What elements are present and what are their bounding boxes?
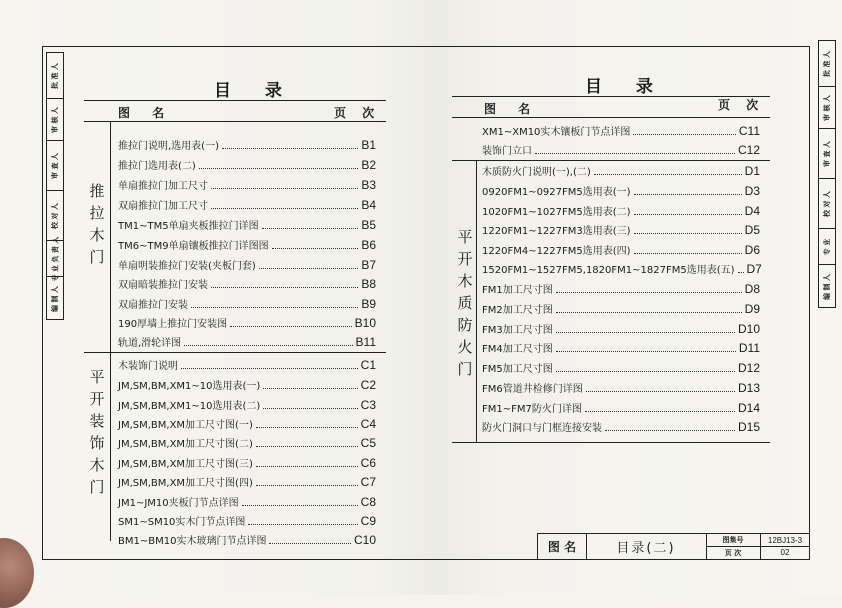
left-title-rule (84, 100, 386, 101)
toc-row-D3[interactable]: 0920FM1~0927FM5选用表(一) D3 (482, 184, 760, 198)
left-col-name-header: 图 名 (118, 106, 174, 120)
right-group-divider (476, 160, 477, 442)
toc-row-D10[interactable]: FM3加工尺寸图 D10 (482, 322, 760, 336)
title-block-label-atlas: 图集号 (722, 536, 744, 544)
title-block-label-name: 图 名 (547, 540, 577, 554)
toc-row-B8[interactable]: 双扇暗装推拉门安装 B8 (118, 277, 376, 291)
toc-row-C10[interactable]: BM1~BM10实木玻璃门节点详图 C10 (118, 533, 376, 547)
toc-row-D6[interactable]: 1220FM4~1227FM5选用表(四) D6 (482, 243, 760, 257)
title-block-title: 目录(二) (616, 541, 676, 556)
title-block-atlas-number: 12BJ13-3 (767, 535, 803, 545)
right-group-separator (452, 160, 770, 161)
toc-row-B5[interactable]: TM1~TM5单扇夹板推拉门详图 B5 (118, 218, 376, 232)
toc-row-C4[interactable]: JM,SM,BM,XM加工尺寸图(一) C4 (118, 417, 376, 431)
toc-row-C9[interactable]: SM1~SM10实木门节点详图 C9 (118, 514, 376, 528)
toc-row-C3[interactable]: JM,SM,BM,XM1~10选用表(二) C3 (118, 398, 376, 412)
left-group-separator (84, 352, 386, 353)
right-header-rule (452, 117, 770, 118)
title-block-page-number: 02 (780, 548, 790, 557)
group-label-sliding-door: 推 拉 木 门 (89, 182, 105, 266)
signature-cell: 审 查 人 (819, 129, 835, 179)
toc-row-B10[interactable]: 190厚墙上推拉门安装图 B10 (118, 316, 376, 330)
group-label-swing-decorative-door: 平 开 装 饰 木 门 (89, 368, 105, 496)
toc-row-C11[interactable]: XM1~XM10实木镶板门节点详图 C11 (482, 124, 760, 138)
toc-row-D5[interactable]: 1220FM1~1227FM3选用表(三) D5 (482, 223, 760, 237)
toc-row-C5[interactable]: JM,SM,BM,XM加工尺寸图(二) C5 (118, 436, 376, 450)
left-group-divider (110, 121, 111, 541)
finger-shadow (0, 538, 34, 608)
toc-row-B7[interactable]: 单扇明装推拉门安装(夹板门套) B7 (118, 258, 376, 272)
toc-row-D7[interactable]: 1520FM1~1527FM5,1820FM1~1827FM5选用表(五) D7 (482, 262, 762, 276)
toc-row-D14[interactable]: FM1~FM7防火门详图 D14 (482, 401, 760, 415)
signature-cell: 审 核 人 (819, 87, 835, 129)
left-signature-strip (46, 52, 64, 320)
right-group-bottom-rule (452, 442, 770, 443)
signature-cell: 专 业 (819, 229, 835, 265)
title-block-label-page: 页 次 (724, 548, 742, 557)
toc-row-D4[interactable]: 1020FM1~1027FM5选用表(二) D4 (482, 204, 760, 218)
toc-row-C2[interactable]: JM,SM,BM,XM1~10选用表(一) C2 (118, 378, 376, 392)
signature-cell: 批 准 人 (47, 53, 63, 99)
toc-row-B11[interactable]: 轨道,滑轮详图 B11 (118, 335, 376, 349)
signature-cell: 编 制 人 (823, 274, 831, 300)
left-header-rule (84, 121, 386, 122)
signature-cell: 审 核 人 (47, 99, 63, 141)
signature-cell: 专 业 负 责 人 (47, 241, 63, 277)
toc-row-C6[interactable]: JM,SM,BM,XM加工尺寸图(三) C6 (118, 456, 376, 470)
signature-cell: 校 对 人 (47, 191, 63, 241)
toc-row-D9[interactable]: FM2加工尺寸图 D9 (482, 302, 760, 316)
toc-row-D12[interactable]: FM5加工尺寸图 D12 (482, 361, 760, 375)
left-panel-title: 目 录 (214, 81, 296, 101)
toc-row-D15[interactable]: 防火门洞口与门框连接安装 D15 (482, 420, 760, 434)
toc-row-D13[interactable]: FM6管道井检修门详图 D13 (482, 381, 760, 395)
left-col-page-header: 页 次 (334, 106, 381, 120)
signature-cell: 校 对 人 (819, 179, 835, 229)
toc-row-B1[interactable]: 推拉门说明,选用表(一) B1 (118, 138, 376, 152)
right-panel-title: 目 录 (585, 77, 667, 97)
toc-row-C8[interactable]: JM1~JM10夹板门节点详图 C8 (118, 495, 376, 509)
title-block (537, 533, 810, 560)
right-signature-strip (818, 40, 836, 308)
toc-row-B9[interactable]: 双扇推拉门安装 B9 (118, 297, 376, 311)
toc-row-B3[interactable]: 单扇推拉门加工尺寸 B3 (118, 178, 376, 192)
toc-row-D11[interactable]: FM4加工尺寸图 D11 (482, 341, 760, 355)
toc-row-B4[interactable]: 双扇推拉门加工尺寸 B4 (118, 198, 376, 212)
toc-row-B2[interactable]: 推拉门选用表(二) B2 (118, 158, 376, 172)
toc-row-C1[interactable]: 木装饰门说明 C1 (118, 358, 376, 372)
group-label-fire-door: 平 开 木 质 防 火 门 (457, 228, 473, 378)
right-col-page-header: 页 次 (718, 98, 765, 112)
signature-cell: 审 查 人 (47, 141, 63, 191)
toc-row-D1[interactable]: 木质防火门说明(一),(二) D1 (482, 164, 760, 178)
toc-row-C7[interactable]: JM,SM,BM,XM加工尺寸图(四) C7 (118, 475, 376, 489)
toc-row-C12[interactable]: 装饰门立口 C12 (482, 143, 760, 157)
toc-row-B6[interactable]: TM6~TM9单扇镶板推拉门详图图 B6 (118, 238, 376, 252)
signature-cell: 编 制 人 (51, 286, 59, 312)
signature-cell: 批 准 人 (819, 41, 835, 87)
toc-row-D8[interactable]: FM1加工尺寸图 D8 (482, 282, 760, 296)
right-col-name-header: 图 名 (484, 102, 540, 116)
